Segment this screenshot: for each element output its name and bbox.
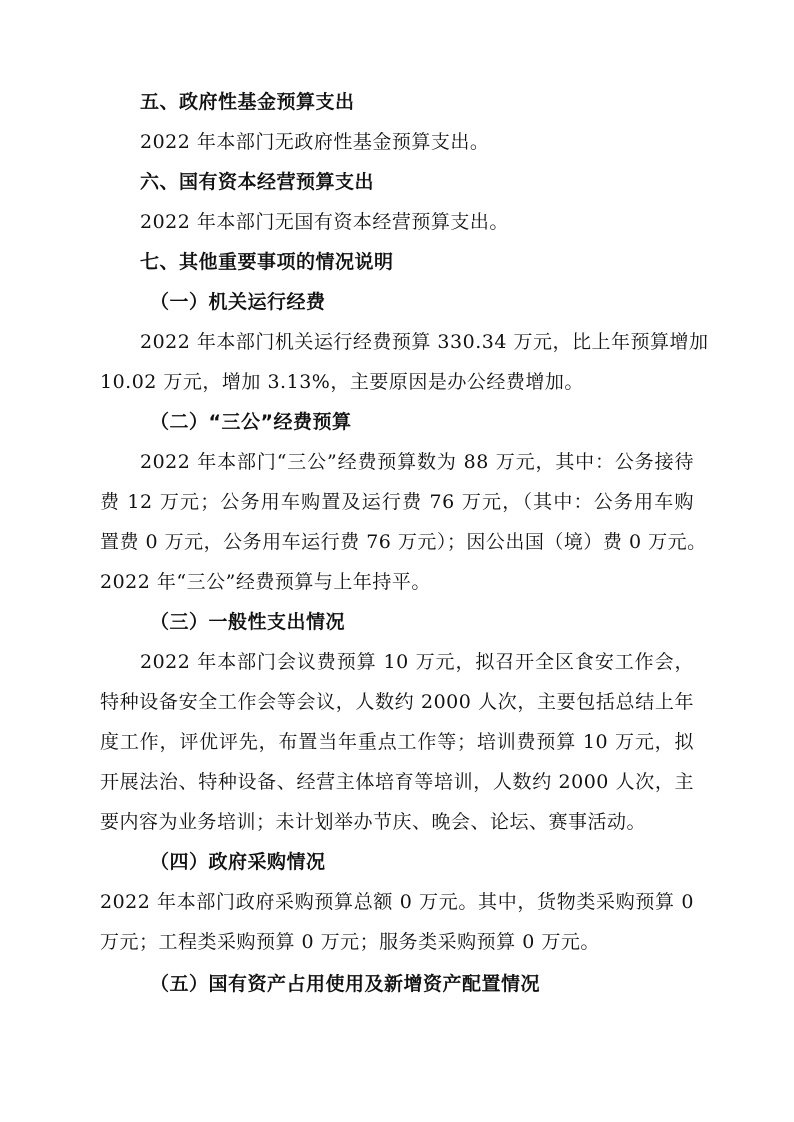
paragraph-line: 费 12 万元；公务用车购置及运行费 76 万元，（其中：公务用车购 (100, 491, 694, 513)
section-heading-5: 五、政府性基金预算支出 (140, 91, 355, 113)
paragraph-line: 2022 年本部门无国有资本经营预算支出。 (140, 211, 509, 233)
paragraph-line: 2022 年本部门“三公”经费预算数为 88 万元，其中：公务接待 (140, 451, 694, 473)
paragraph-line: 开展法治、特种设备、经营主体培育等培训，人数约 2000 人次，主 (100, 771, 694, 793)
paragraph-line: 特种设备安全工作会等会议，人数约 2000 人次，主要包括总结上年 (100, 691, 694, 713)
paragraph-line: 2022 年本部门无政府性基金预算支出。 (140, 131, 490, 153)
paragraph-line: 2022 年本部门会议费预算 10 万元，拟召开全区食安工作会， (140, 651, 694, 673)
subsection-heading-1: （一）机关运行经费 (150, 291, 326, 313)
paragraph-line: 万元；工程类采购预算 0 万元；服务类采购预算 0 万元。 (100, 931, 600, 953)
subsection-heading-5: （五）国有资产占用使用及新增资产配置情况 (150, 973, 541, 995)
paragraph-line: 要内容为业务培训；未计划举办节庆、晚会、论坛、赛事活动。 (100, 811, 647, 833)
paragraph-line: 2022 年本部门政府采购预算总额 0 万元。其中，货物类采购预算 0 (100, 891, 694, 913)
paragraph-line: 10.02 万元，增加 3.13%，主要原因是办公经费增加。 (100, 371, 584, 393)
subsection-heading-3: （三）一般性支出情况 (150, 611, 346, 633)
paragraph-line: 2022 年“三公”经费预算与上年持平。 (100, 571, 431, 593)
paragraph-line: 度工作，评优评先，布置当年重点工作等；培训费预算 10 万元，拟 (100, 731, 694, 753)
paragraph-line: 2022 年本部门机关运行经费预算 330.34 万元，比上年预算增加 (140, 331, 709, 353)
subsection-heading-2: （二）“三公”经费预算 (150, 411, 352, 433)
section-heading-6: 六、国有资本经营预算支出 (140, 171, 375, 193)
subsection-heading-4: （四）政府采购情况 (150, 851, 326, 873)
section-heading-7: 七、其他重要事项的情况说明 (140, 251, 394, 273)
paragraph-line: 置费 0 万元，公务用车运行费 76 万元）；因公出国（境）费 0 万元。 (100, 531, 707, 553)
